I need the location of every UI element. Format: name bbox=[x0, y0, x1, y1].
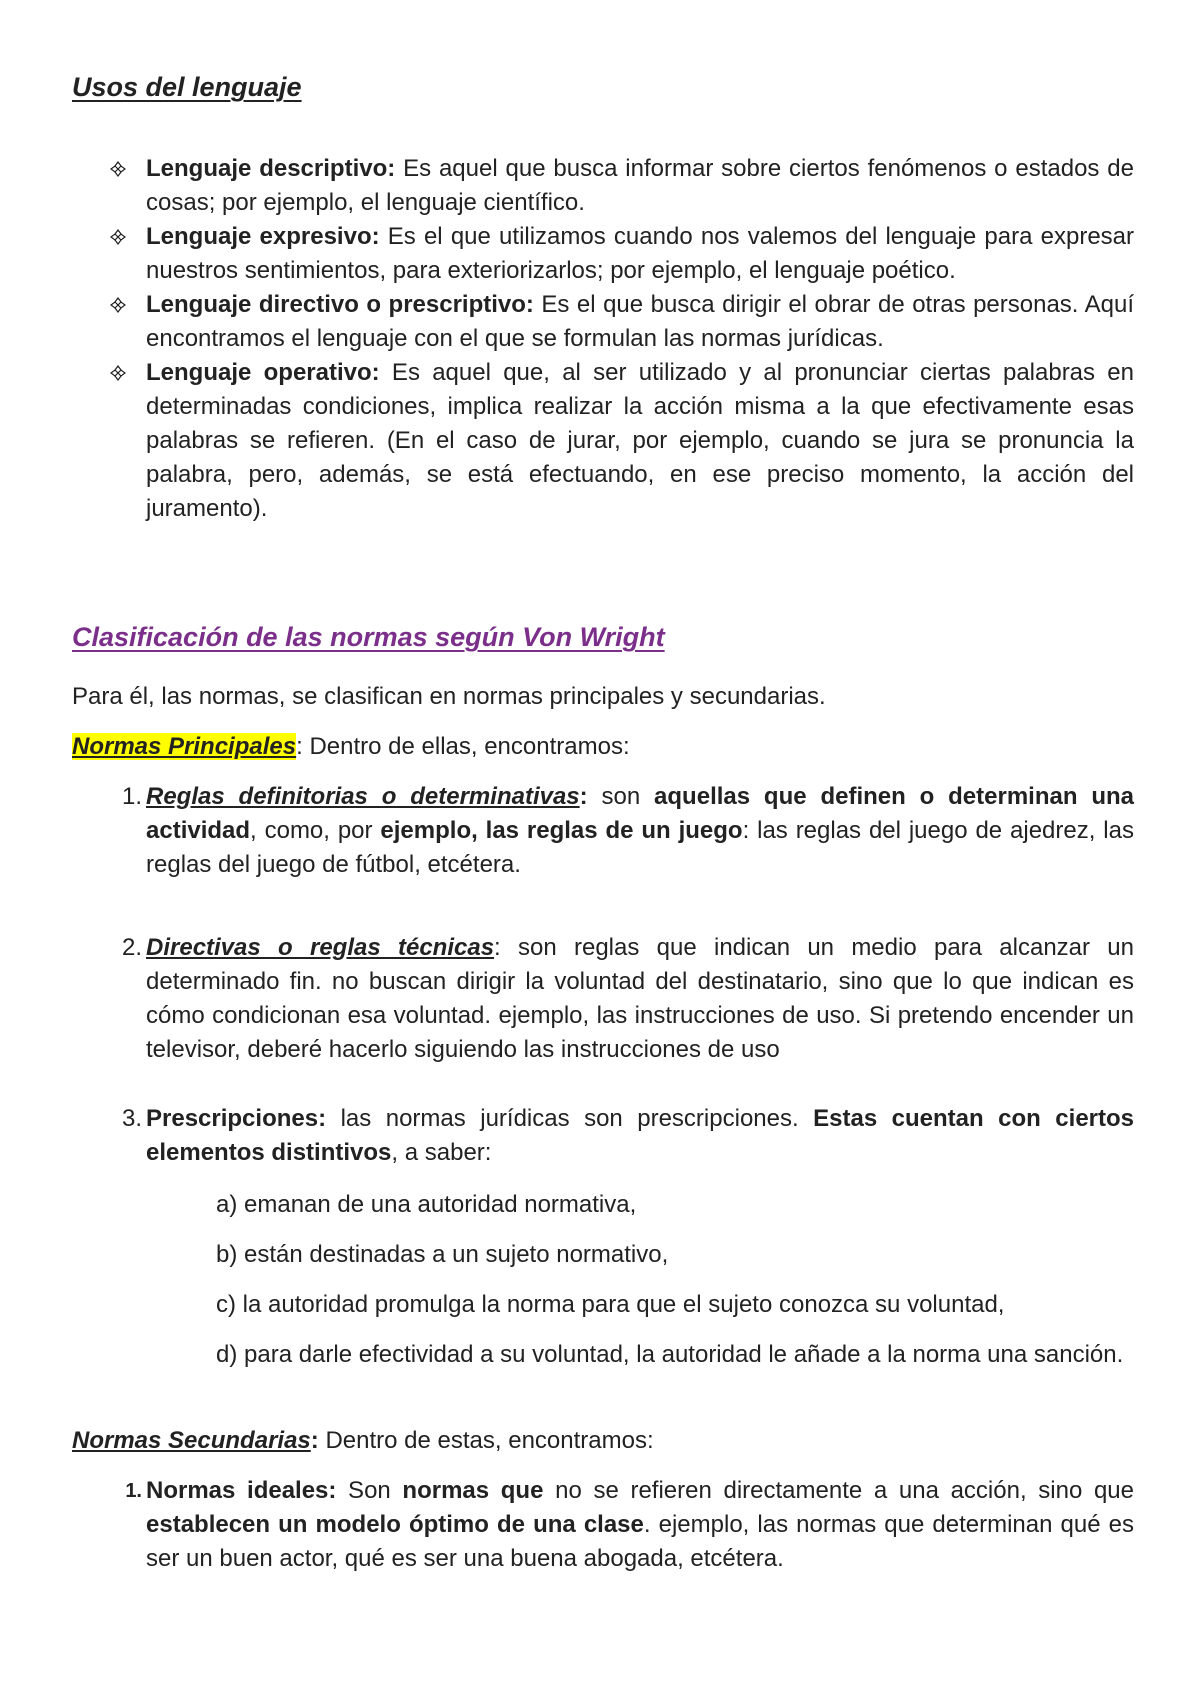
item-label: Lenguaje operativo: bbox=[146, 359, 380, 386]
item-label: Lenguaje directivo o prescriptivo: bbox=[146, 291, 534, 318]
item-text: Es el que busca dirigir el obrar de otras personas. Aquí encontramos el lenguaje con el que se formulan las normas jurídicas. bbox=[146, 291, 1135, 352]
item-number: 1. bbox=[125, 1480, 142, 1502]
principales-heading bbox=[72, 730, 1134, 764]
item-text-part: : las reglas del juego de ajedrez, las reglas del juego de fútbol, etcétera. bbox=[146, 817, 1134, 878]
secundarias-label: Normas Secundarias bbox=[72, 1427, 311, 1454]
secundarias-heading bbox=[72, 1424, 1134, 1458]
diamond-bullet-icon bbox=[110, 229, 126, 245]
diamond-bullet-icon bbox=[110, 365, 126, 381]
item-bold-part: ejemplo, las reglas de un juego bbox=[380, 817, 743, 844]
secundarias-text: Dentro de estas, encontramos: bbox=[318, 1427, 654, 1454]
sub-item-a: a) emanan de una autoridad normativa, bbox=[216, 1191, 637, 1218]
list-item bbox=[72, 152, 1134, 220]
item-label: Reglas definitorias o determinativas bbox=[146, 783, 580, 810]
item-text-part: Son bbox=[336, 1477, 403, 1504]
item-bold-part: Estas cuentan con ciertos elementos distintivos bbox=[146, 1105, 1135, 1166]
item-text-part: son reglas que indican un medio para alcanzar un determinado fin. no buscan dirigir la voluntad del destinatario, sino que lo que indican es cómo condicionan esa voluntad. ejemplo, las instrucciones de uso. Si pretendo encender un televisor, deberé hacerlo siguiendo las instrucciones de uso bbox=[146, 934, 1134, 1063]
item-text-part: , a saber: bbox=[391, 1139, 492, 1166]
list-item bbox=[72, 288, 1134, 356]
diamond-bullet-icon bbox=[110, 297, 126, 313]
item-colon: : bbox=[579, 783, 588, 810]
item-bold-part: aquellas que definen o determinan una actividad bbox=[146, 783, 1135, 844]
list-item bbox=[72, 220, 1134, 288]
item-text bbox=[146, 931, 1134, 1067]
item-text: Es aquel que, al ser utilizado y al pronunciar ciertas palabras en determinadas condiciones, implica realizar la acción misma a la que efectivamente esas palabras se refieren. (En el caso de jurar, por ejemplo, cuando se jura se pronuncia la palabra, pero, además, se está efectuando, en ese preciso momento, la acción del juramento). bbox=[146, 359, 1134, 522]
sub-item-c: c) la autoridad promulga la norma para que el sujeto conozca su voluntad, bbox=[216, 1291, 1005, 1318]
numbered-item bbox=[72, 1102, 1134, 1170]
secundarias-colon: : bbox=[310, 1427, 319, 1454]
item-text-part: las normas jurídicas son prescripciones. bbox=[326, 1105, 814, 1132]
numbered-item bbox=[72, 1474, 1134, 1576]
item-text bbox=[146, 1102, 1134, 1170]
sub-item-d: d) para darle efectividad a su voluntad, la autoridad le añade a la norma una sanción. bbox=[216, 1341, 1124, 1368]
item-text-part: . ejemplo, las normas que determinan qué es ser un buen actor, qué es ser una buena abogada, etcétera. bbox=[146, 1511, 1134, 1572]
item-text: Es el que utilizamos cuando nos valemos del lenguaje para expresar nuestros sentimientos, para exteriorizarlos; por ejemplo, el lenguaje poético. bbox=[146, 223, 1135, 284]
item-text bbox=[146, 1474, 1134, 1576]
intro-paragraph: Para él, las normas, se clasifican en normas principales y secundarias. bbox=[72, 683, 826, 710]
principales-text: : Dentro de ellas, encontramos: bbox=[296, 733, 630, 760]
item-label: Lenguaje descriptivo: bbox=[146, 155, 396, 182]
item-bold-part: establecen un modelo óptimo de una clase bbox=[146, 1511, 644, 1538]
principales-label: Normas Principales bbox=[72, 733, 297, 760]
item-text-part: no se refieren directamente a una acción, sino que bbox=[543, 1477, 1135, 1504]
numbered-item bbox=[72, 780, 1134, 882]
item-text: Es aquel que busca informar sobre ciertos fenómenos o estados de cosas; por ejemplo, el lenguaje científico. bbox=[146, 155, 1134, 216]
language-uses-list bbox=[72, 152, 1134, 526]
item-number: 1. bbox=[121, 783, 142, 810]
numbered-item bbox=[72, 931, 1134, 1067]
item-label: Prescripciones: bbox=[146, 1105, 327, 1132]
item-label: Directivas o reglas técnicas bbox=[146, 934, 495, 961]
item-colon: : bbox=[494, 934, 501, 961]
diamond-bullet-icon bbox=[110, 161, 126, 177]
item-label: Normas ideales: bbox=[146, 1477, 337, 1504]
item-bold-part: normas que bbox=[402, 1477, 544, 1504]
item-number: 2. bbox=[121, 934, 142, 961]
list-item bbox=[72, 356, 1134, 526]
sub-item-b: b) están destinadas a un sujeto normativo, bbox=[216, 1241, 669, 1268]
item-number: 3. bbox=[121, 1105, 142, 1132]
item-text-part: son bbox=[587, 783, 655, 810]
item-text-part: , como, por bbox=[250, 817, 381, 844]
item-text bbox=[146, 780, 1134, 882]
section-title-clasificacion: Clasificación de las normas según Von Wright bbox=[72, 622, 665, 652]
item-label: Lenguaje expresivo: bbox=[146, 223, 380, 250]
section-title-usos: Usos del lenguaje bbox=[72, 72, 302, 102]
